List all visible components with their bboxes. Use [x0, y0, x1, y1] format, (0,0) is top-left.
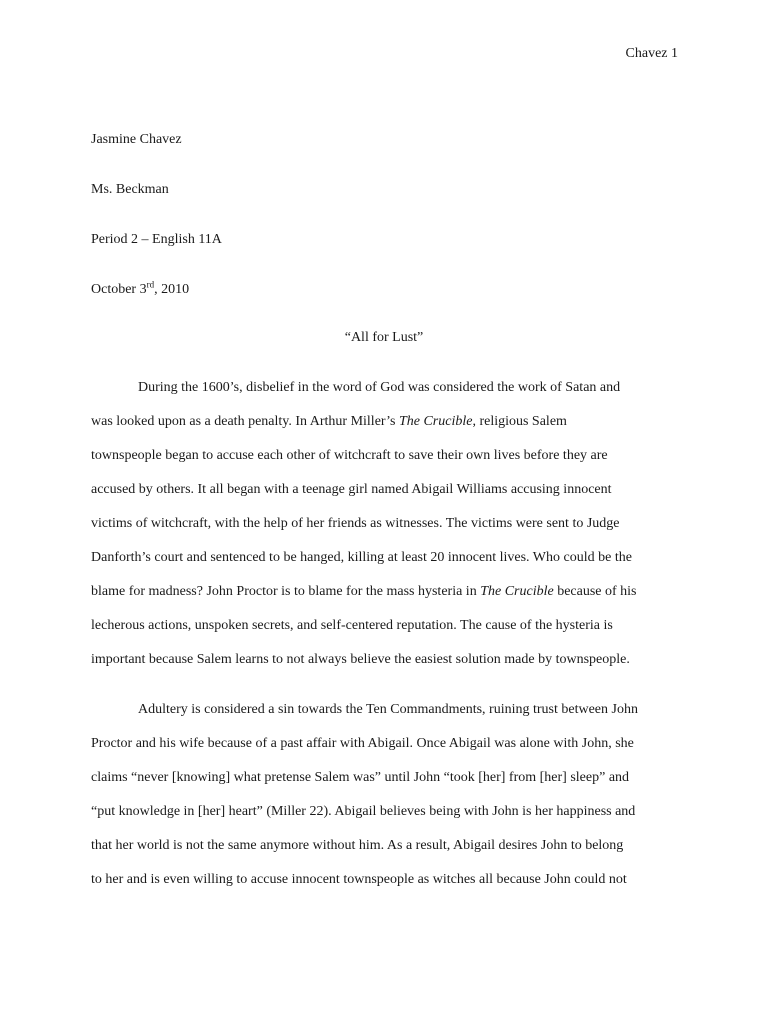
p1-line-7-a: blame for madness? John Proctor is to blame for the mass hysteria in: [91, 584, 481, 599]
date-suffix: rd: [146, 279, 155, 290]
p2-line-1: Adultery is considered a sin towards the Ten Commandments, ruining trust between John: [138, 702, 638, 717]
p2-line-2: Proctor and his wife because of a past affair with Abigail. Once Abigail was alone with John, she: [91, 736, 634, 751]
p1-line-7: [91, 584, 637, 600]
p1-line-2-b: , religious Salem: [472, 414, 567, 429]
p1-line-7-title: The Crucible: [480, 584, 554, 599]
p1-line-4: accused by others. It all began with a teenage girl named Abigail Williams accusing innocent: [91, 482, 612, 497]
p2-line-3: claims “never [knowing] what pretense Salem was” until John “took [her] from [her] sleep” and: [91, 770, 630, 785]
p1-line-1: During the 1600’s, disbelief in the word of God was considered the work of Satan and: [138, 380, 621, 395]
p1-line-9: important because Salem learns to not always believe the easiest solution made by townspeople.: [91, 652, 630, 667]
p2-line-5: that her world is not the same anymore without him. As a result, Abigail desires John to belong: [91, 838, 624, 853]
course-name: Period 2 – English 11A: [91, 232, 222, 247]
p1-line-6: Danforth’s court and sentenced to be hanged, killing at least 20 innocent lives. Who could be the: [91, 550, 632, 565]
essay-date: [91, 279, 190, 298]
p2-line-4: “put knowledge in [her] heart” (Miller 22). Abigail believes being with John is her happiness and: [91, 804, 636, 819]
running-head: Chavez 1: [625, 46, 678, 61]
p1-line-2-a: was looked upon as a death penalty. In Arthur Miller’s: [91, 414, 399, 429]
teacher-name: Ms. Beckman: [91, 182, 169, 197]
p1-line-2: [91, 414, 567, 430]
p1-line-7-b: because of his: [553, 584, 637, 599]
date-year: , 2010: [154, 282, 190, 297]
student-name: Jasmine Chavez: [91, 132, 182, 147]
essay-title: “All for Lust”: [344, 330, 424, 345]
p1-line-8: lecherous actions, unspoken secrets, and self-centered reputation. The cause of the hysteria is: [91, 618, 613, 633]
p1-line-3: townspeople began to accuse each other of witchcraft to save their own lives before they are: [91, 448, 608, 463]
p2-line-6: to her and is even willing to accuse innocent townspeople as witches all because John could not: [91, 872, 627, 887]
p1-line-2-title: The Crucible: [398, 414, 473, 429]
p1-line-5: victims of witchcraft, with the help of her friends as witnesses. The victims were sent to Judge: [91, 516, 620, 531]
date-month-day: October 3: [91, 282, 147, 297]
